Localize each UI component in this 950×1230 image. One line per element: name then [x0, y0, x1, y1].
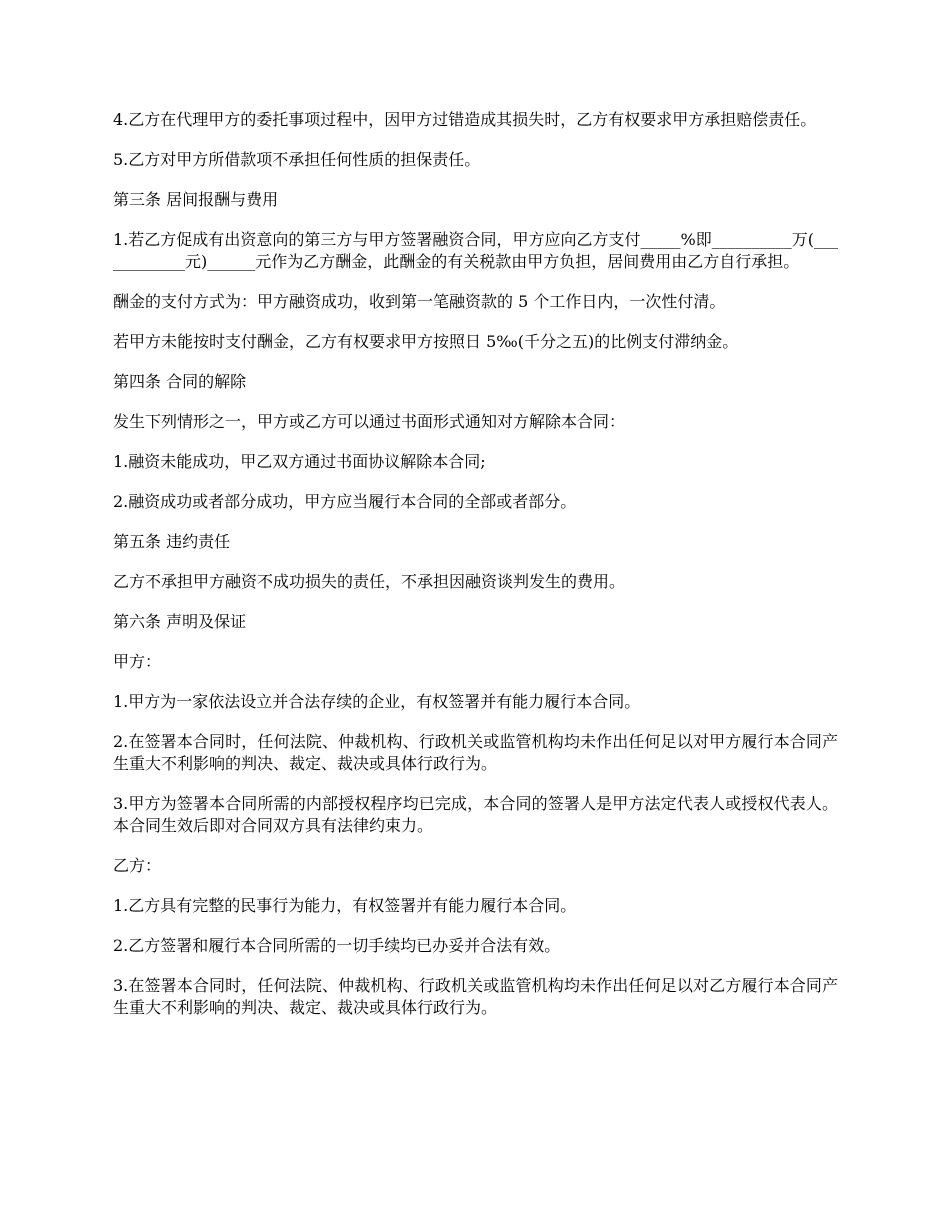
article-3-heading: 第三条 居间报酬与费用	[113, 190, 279, 209]
termination-item-1-text: 1.融资未能成功，甲乙双方通过书面协议解除本合同;	[113, 452, 486, 471]
payment-method-text: 酬金的支付方式为：甲方融资成功，收到第一笔融资款的 5 个工作日内，一次性付清。	[113, 292, 726, 311]
clause-4-text: 4.乙方在代理甲方的委托事项过程中，因甲方过错造成其损失时，乙方有权要求甲方承担赔偿责任。	[113, 110, 817, 129]
party-a-item-3-text: 3.甲方为签署本合同所需的内部授权程序均已完成，本合同的签署人是甲方法定代表人或授权代表人。本合同生效后即对合同双方具有法律约束力。	[113, 794, 838, 835]
article-4-heading: 第四条 合同的解除	[113, 372, 247, 391]
party-b-item-3-text: 3.在签署本合同时，任何法院、仲裁机构、行政机关或监管机构均未作出任何足以对乙方履行本合同产生重大不利影响的判决、裁定、裁决或具体行政行为。	[113, 976, 838, 1017]
article-5-heading: 第五条 违约责任	[113, 532, 231, 551]
party-b-item-1-text: 1.乙方具有完整的民事行为能力，有权签署并有能力履行本合同。	[113, 896, 577, 915]
party-b-item-2-text: 2.乙方签署和履行本合同所需的一切手续均已办妥并合法有效。	[113, 936, 561, 955]
termination-intro-text: 发生下列情形之一，甲方或乙方可以通过书面形式通知对方解除本合同：	[113, 412, 626, 431]
party-a-item-2-text: 2.在签署本合同时，任何法院、仲裁机构、行政机关或监管机构均未作出任何足以对甲方履行本合同产生重大不利影响的判决、裁定、裁决或具体行政行为。	[113, 732, 838, 773]
document-page	[113, 109, 838, 1037]
clause-5-text: 5.乙方对甲方所借款项不承担任何性质的担保责任。	[113, 150, 481, 169]
article-3-clause-1-text: 1.若乙方促成有出资意向的第三方与甲方签署融资合同，甲方应向乙方支付_____%即__________万(____________元)______元作为乙方酬金，此酬金的有关税款由甲方负担，居间费用由乙方自行承担。	[113, 230, 838, 271]
party-a-label: 甲方：	[113, 652, 162, 671]
party-b-label: 乙方：	[113, 856, 162, 875]
article-6-heading: 第六条 声明及保证	[113, 612, 247, 631]
late-fee-text: 若甲方未能按时支付酬金，乙方有权要求甲方按照日 5‰(千分之五)的比例支付滞纳金。	[113, 332, 739, 351]
party-a-item-1-text: 1.甲方为一家依法设立并合法存续的企业，有权签署并有能力履行本合同。	[113, 692, 641, 711]
liability-text: 乙方不承担甲方融资不成功损失的责任，不承担因融资谈判发生的费用。	[113, 572, 626, 591]
termination-item-2-text: 2.融资成功或者部分成功，甲方应当履行本合同的全部或者部分。	[113, 492, 577, 511]
